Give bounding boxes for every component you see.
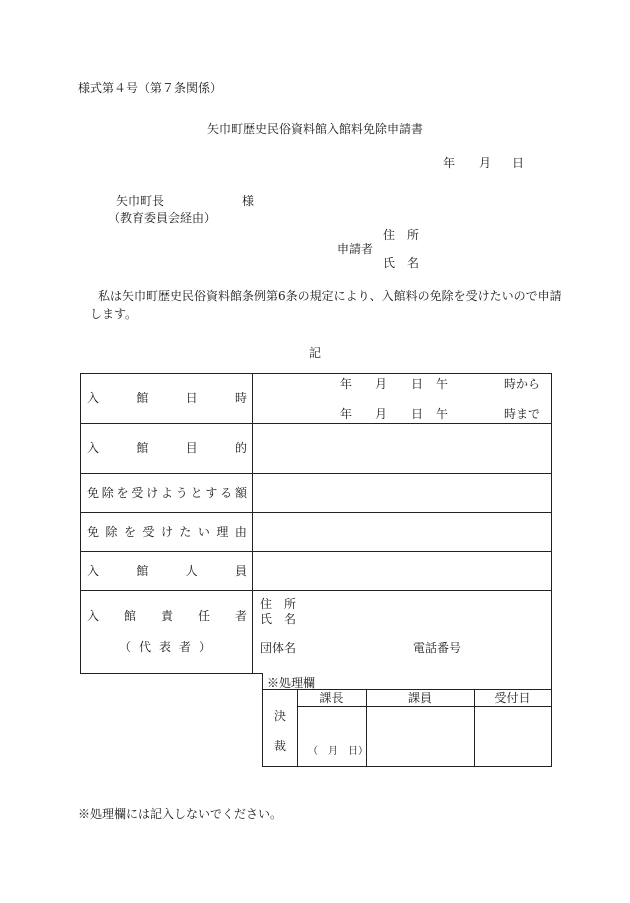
responsible-name-label: 氏 名 [260, 612, 297, 626]
group-name-label: 団体名 [260, 641, 297, 655]
addressee-name: 矢巾町長 [116, 194, 165, 208]
responsible-address-label: 住 所 [260, 597, 297, 611]
label-responsible: 入 館 責 任 者 [87, 609, 247, 623]
applicant-name-label: 氏 名 [383, 256, 420, 270]
date-day: 日 [512, 156, 525, 170]
chief-header: 課長 [319, 691, 344, 705]
form-title: 矢巾町歴史民俗資料館入館料免除申請書 [206, 122, 423, 136]
decision-char-1: 決 [274, 709, 287, 723]
footnote: ※処理欄には記入しないでください。 [78, 807, 283, 821]
body-line-1: 私は矢巾町歴史民俗資料館条例第6条の規定により、入館料の免除を受けたいので申請 [98, 289, 562, 303]
addressee-honorific: 様 [242, 194, 255, 208]
label-visitors: 入 館 人 員 [87, 564, 247, 578]
processing-title: ※処理欄 [267, 676, 316, 690]
date-year: 年 [443, 156, 456, 170]
applicant-address-label: 住 所 [383, 228, 420, 242]
body-line-2: します。 [90, 307, 138, 321]
decision-char-2: 裁 [274, 739, 287, 753]
chief-date-hint: （ 月 日） [308, 746, 368, 757]
label-purpose: 入 館 目 的 [87, 441, 247, 455]
staff-header: 課員 [407, 691, 432, 705]
label-representative: （ 代 表 者 ） [119, 640, 211, 654]
applicant-label: 申請者 [337, 242, 374, 256]
ki-mark: 記 [309, 346, 322, 360]
label-reason: 免 除 を 受 け た い 理 由 [87, 525, 247, 539]
label-amount: 免 除 を 受 け よ う と す る 額 [87, 486, 247, 500]
label-entry-datetime: 入 館 日 時 [87, 391, 247, 405]
phone-number-label: 電話番号 [413, 641, 462, 655]
addressee-via: （教育委員会経由） [108, 211, 217, 225]
date-month: 月 [479, 156, 492, 170]
received-header: 受付日 [494, 691, 531, 705]
form-number: 様式第４号（第７条関係） [78, 81, 223, 95]
